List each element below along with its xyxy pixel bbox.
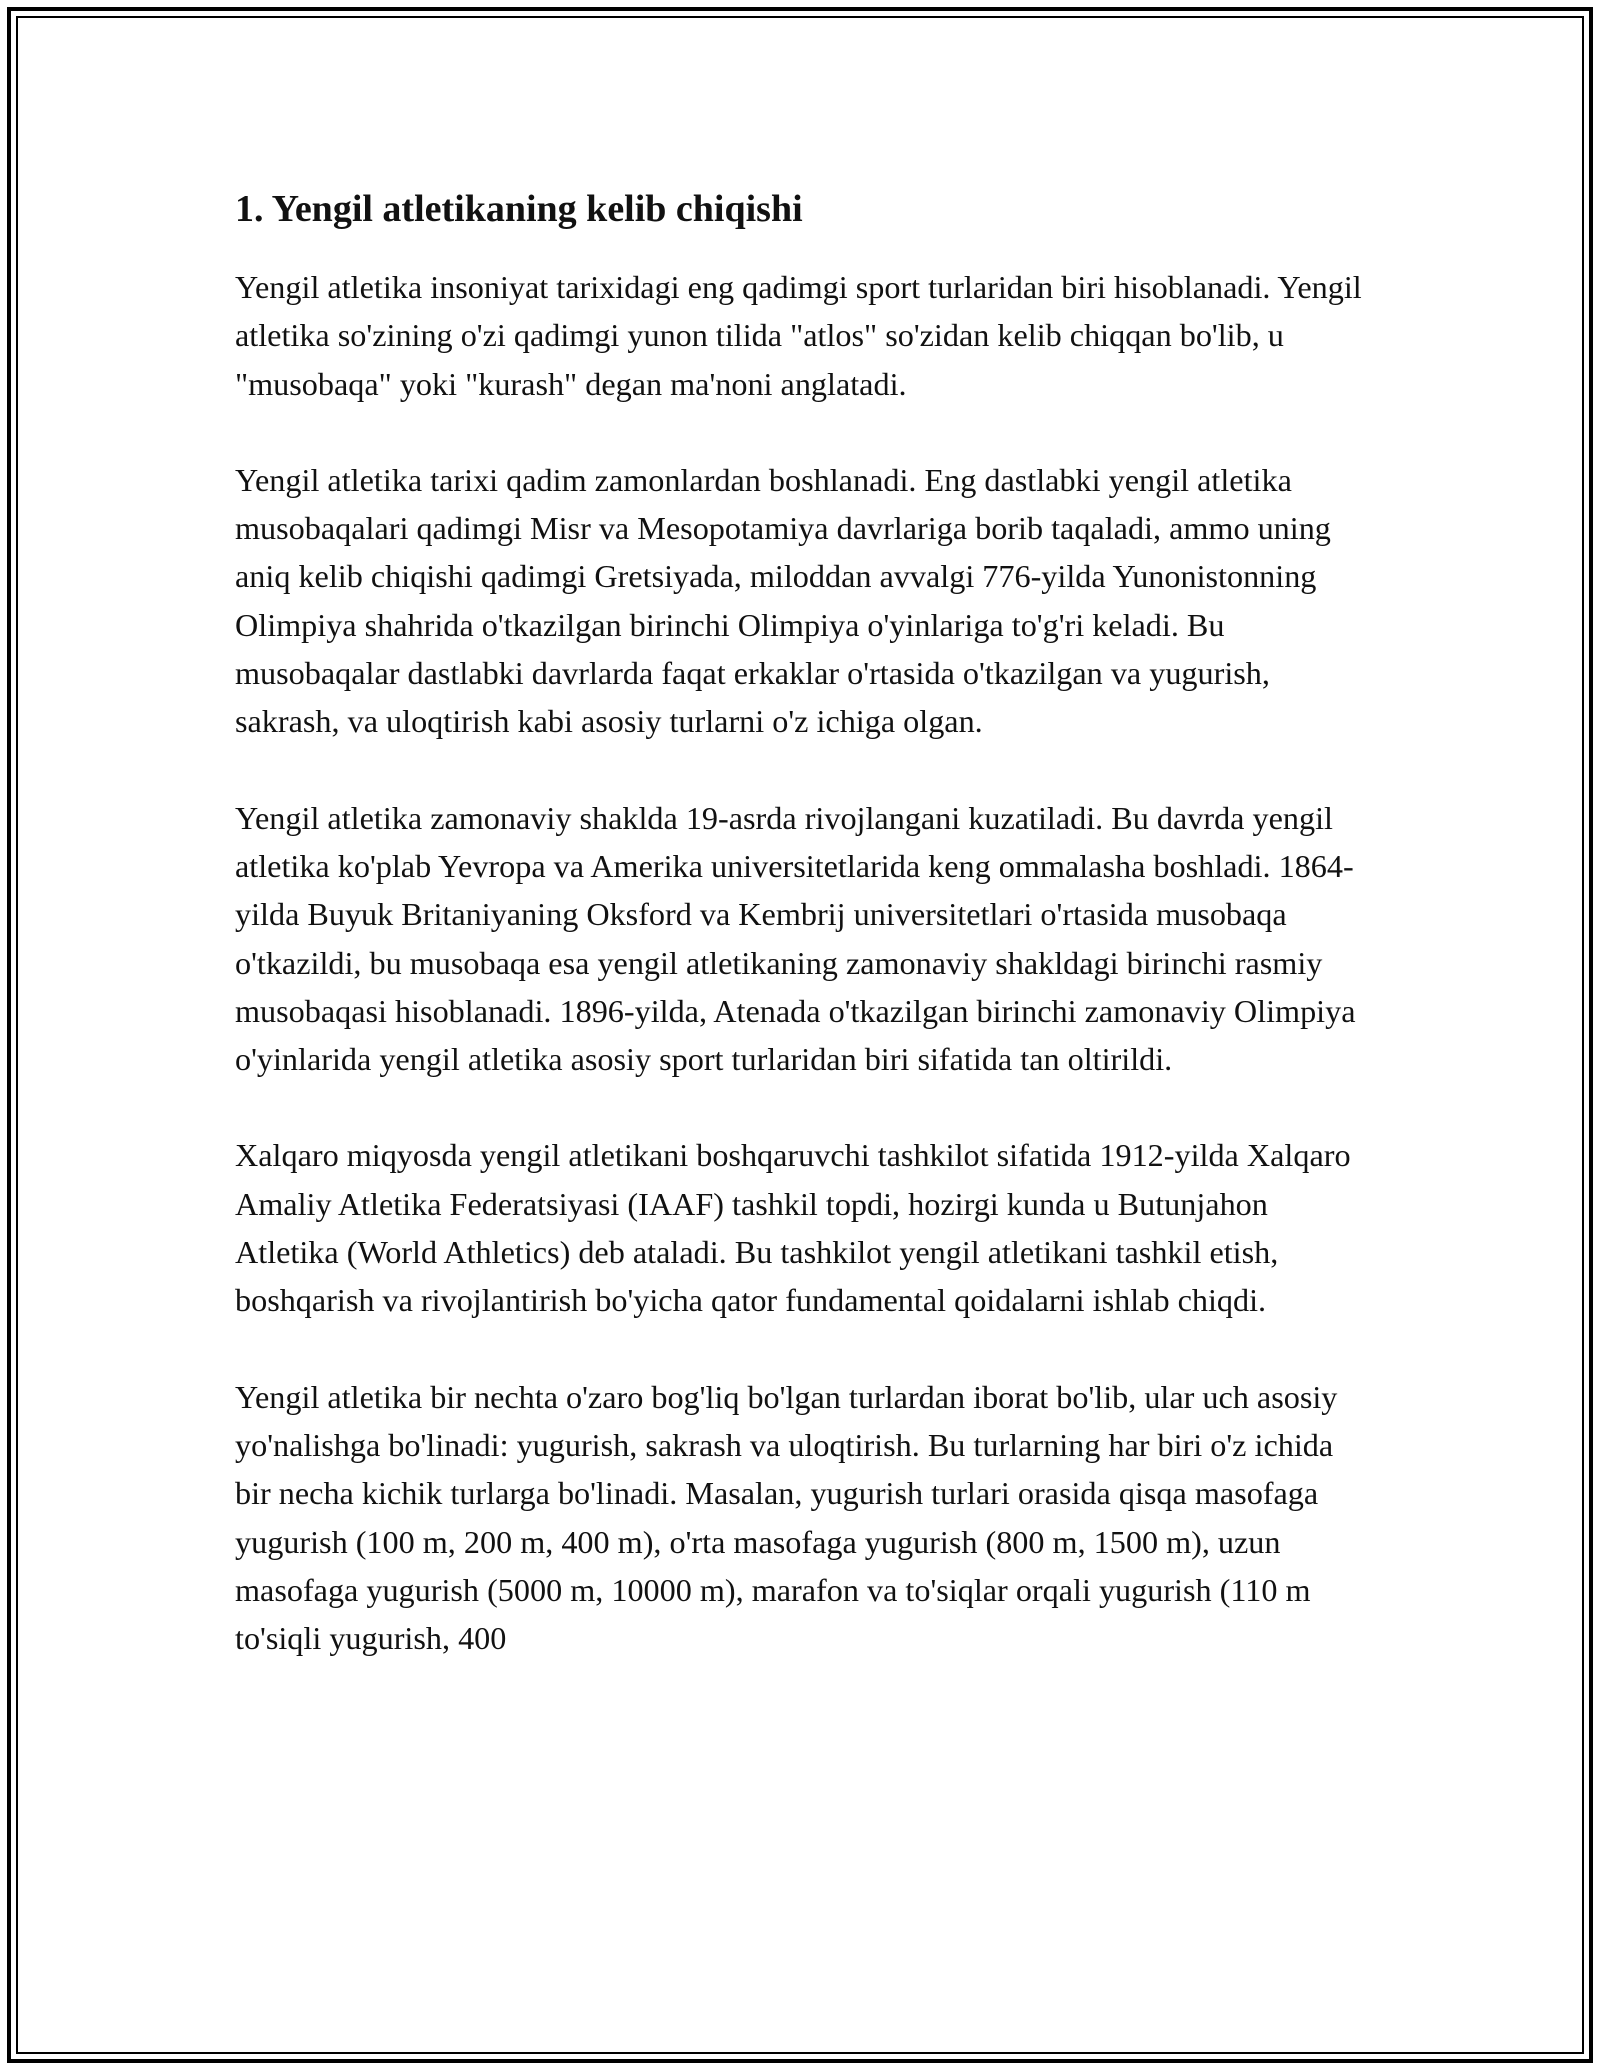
paragraph-2: Yengil atletika tarixi qadim zamonlardan boshlanadi. Eng dastlabki yengil atletika musobaqalari qadimgi Misr va Mesopotamiya davrlariga borib taqaladi, ammo uning aniq kelib chiqishi qadimgi Gretsiyada, miloddan avvalgi 776-yilda Yunonistonning Olimpiya shahrida o'tkazilgan birinchi Olimpiya o'yinlariga to'g'ri keladi. Bu musobaqalar dastlabki davrlarda faqat erkaklar o'rtasida o'tkazilgan va yugurish, sakrash, va uloqtirish kabi asosiy turlarni o'z ichiga olgan. <box>235 461 1331 740</box>
paragraph-5: Yengil atletika bir nechta o'zaro bog'liq bo'lgan turlardan iborat bo'lib, ular uch asosiy yo'nalishga bo'linadi: yugurish, sakrash va uloqtirish. Bu turlarning har biri o'z ichida bir necha kichik turlarga bo'linadi. Masalan, yugurish turlari orasida qisqa masofaga yugurish (100 m, 200 m, 400 m), o'rta masofaga yugurish (800 m, 1500 m), uzun masofaga yugurish (5000 m, 10000 m), marafon va to'siqlar orqali yugurish (110 m to'siqli yugurish, 400 <box>235 1378 1338 1657</box>
paragraph-3: Yengil atletika zamonaviy shaklda 19-asrda rivojlangani kuzatiladi. Bu davrda yengil atletika ko'plab Yevropa va Amerika universitetlarida keng ommalasha boshladi. 1864-yilda Buyuk Britaniyaning Oksford va Kembrij universitetlari o'rtasida musobaqa o'tkazildi, bu musobaqa esa yengil atletikaning zamonaviy shakldagi birinchi rasmiy musobaqasi hisoblanadi. 1896-yilda, Atenada o'tkazilgan birinchi zamonaviy Olimpiya o'yinlarida yengil atletika asosiy sport turlaridan biri sifatida tan oltirildi. <box>235 799 1356 1078</box>
document-body <box>235 185 1375 1710</box>
paragraph-1: Yengil atletika insoniyat tarixidagi eng qadimgi sport turlaridan biri hisoblanadi. Yengil atletika so'zining o'zi qadimgi yunon tilida "atlos" so'zidan kelib chiqqan bo'lib, u "musobaqa" yoki "kurash" degan ma'noni anglatadi. <box>235 269 1362 402</box>
paragraph-4: Xalqaro miqyosda yengil atletikani boshqaruvchi tashkilot sifatida 1912-yilda Xalqaro Amaliy Atletika Federatsiyasi (IAAF) tashkil topdi, hozirgi kunda u Butunjahon Atletika (World Athletics) deb ataladi. Bu tashkilot yengil atletikani tashkil etish, boshqarish va rivojlantirish bo'yicha qator fundamental qoidalarni ishlab chiqdi. <box>235 1137 1351 1319</box>
section-heading: 1. Yengil atletikaning kelib chiqishi <box>235 188 803 230</box>
